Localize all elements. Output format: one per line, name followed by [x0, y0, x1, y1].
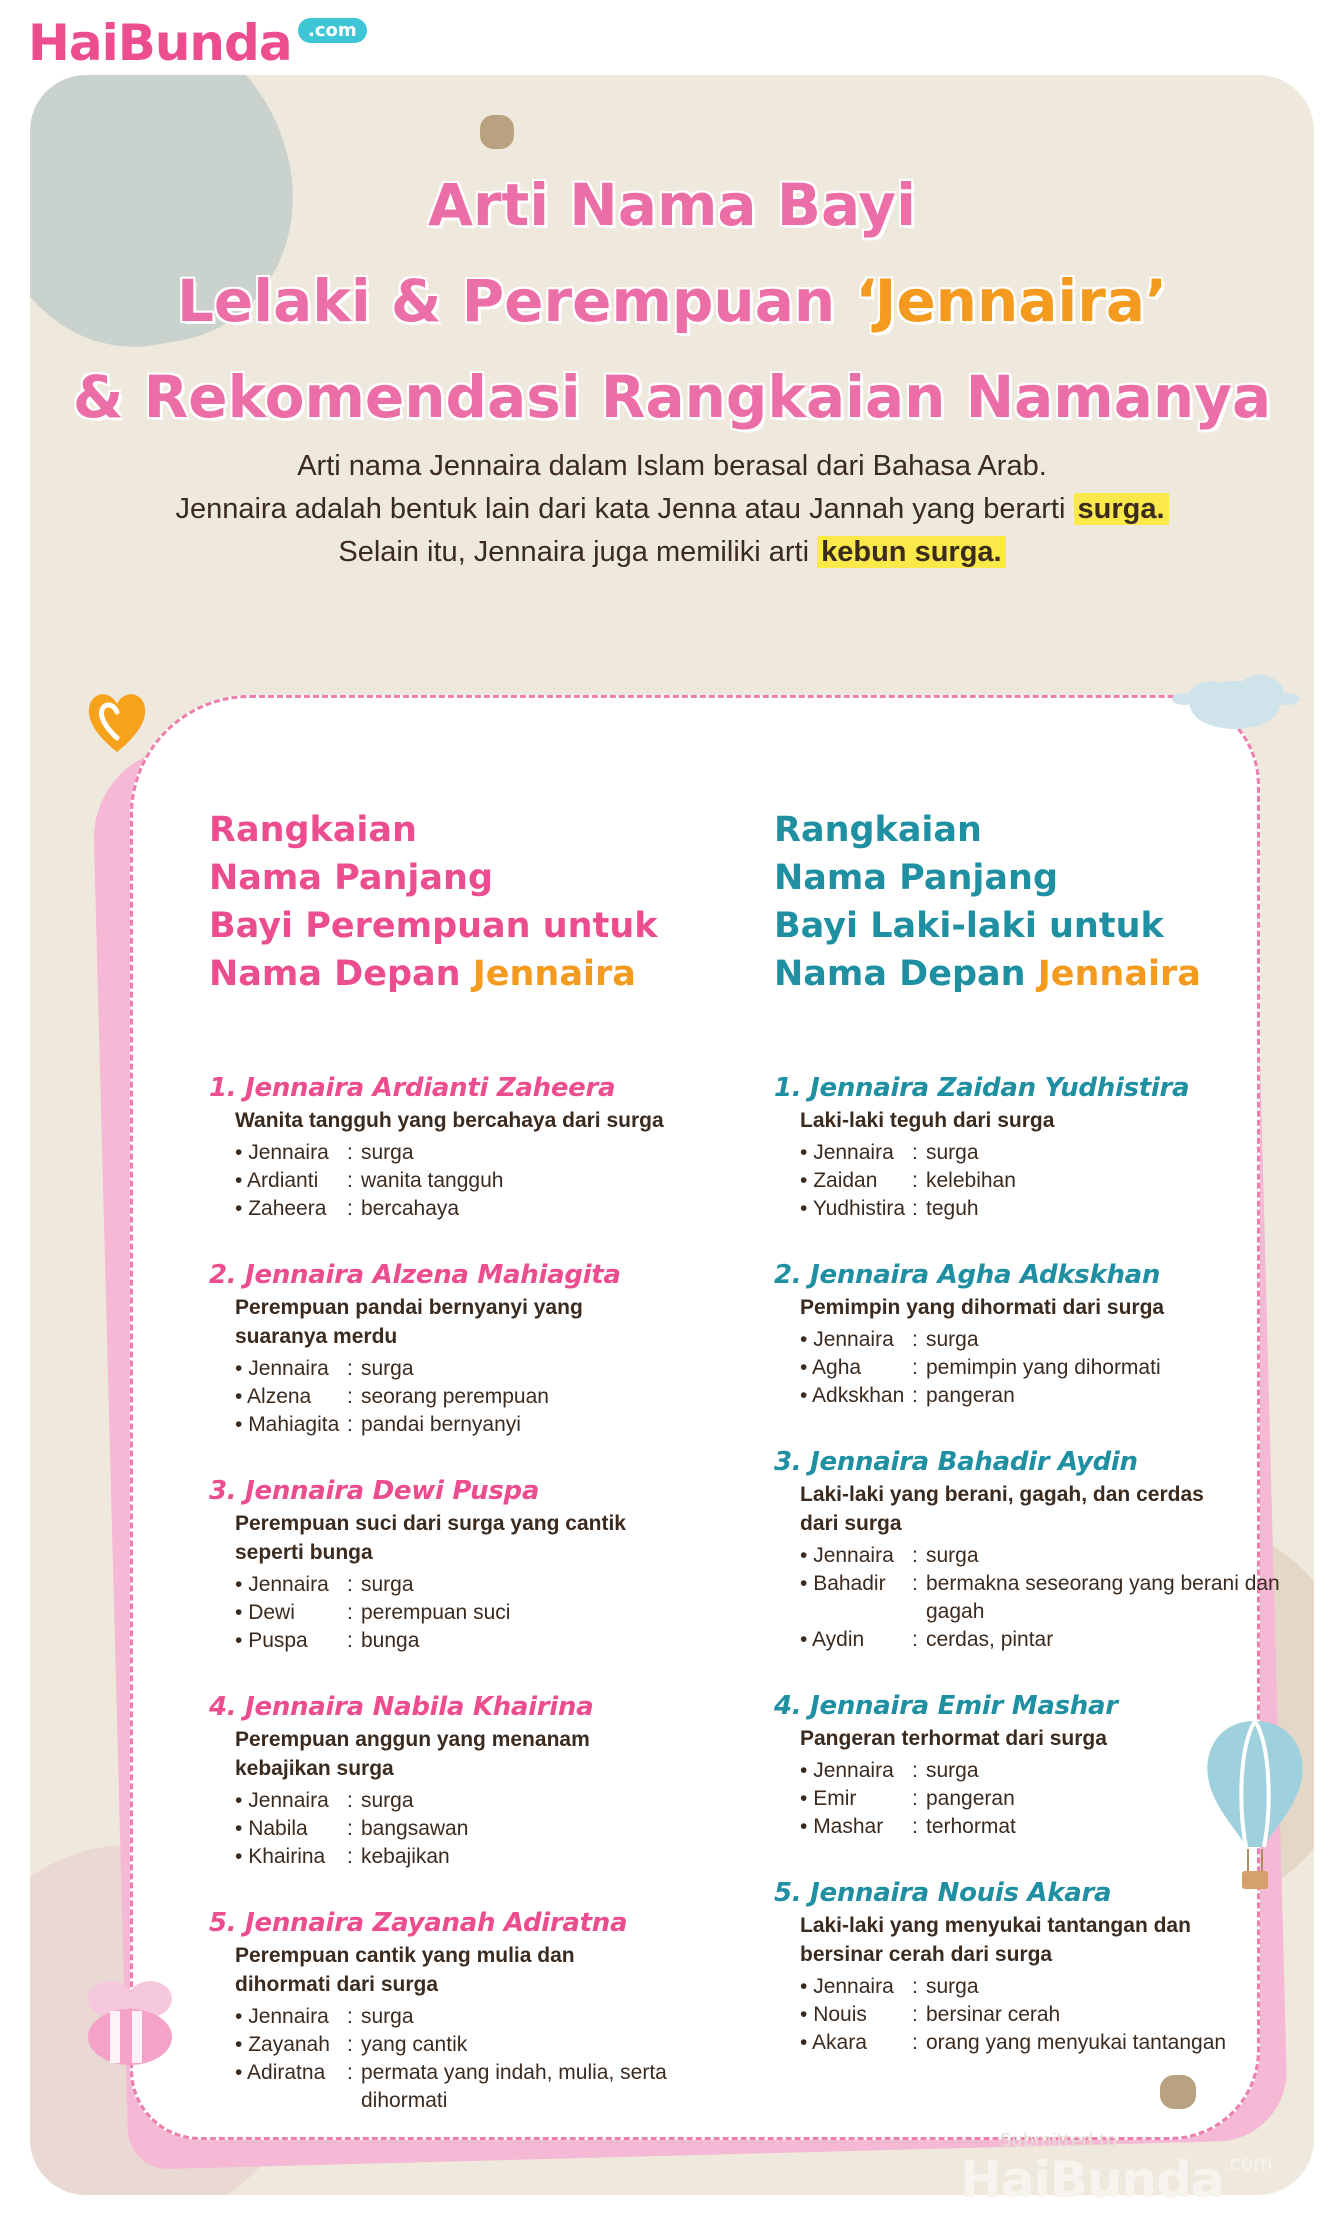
intro-line-3 [30, 531, 1314, 574]
meaning-value: terhormat [926, 1815, 1016, 1838]
meaning-separator: : [912, 1141, 918, 1164]
boy-heading-line-3: Bayi Laki-laki untuk [774, 906, 1164, 946]
meaning-word: • Alzena [235, 1383, 347, 1411]
meaning-word: • Jennaira [235, 1139, 347, 1167]
bg-speck-top [480, 115, 514, 149]
meaning-separator: : [347, 1845, 353, 1868]
meaning-value: surga [361, 2005, 414, 2028]
meaning-word: • Mashar [800, 1813, 912, 1841]
girl-names-heading [209, 806, 729, 998]
meaning-separator: : [912, 1759, 918, 1782]
meaning-row [800, 2029, 1294, 2057]
meaning-value: teguh [926, 1197, 979, 1220]
meaning-separator: : [347, 1197, 353, 1220]
intro-highlight-kebun-surga: kebun surga. [817, 536, 1006, 568]
meaning-row [800, 1139, 1294, 1167]
meaning-value: bercahaya [361, 1197, 460, 1220]
watermark-suffix: .com [1223, 2151, 1273, 2175]
meaning-row [235, 1627, 729, 1655]
submitted-watermark [960, 2130, 1273, 2209]
bee-icon [70, 1975, 190, 2075]
meaning-row [800, 1626, 1294, 1654]
meaning-separator: : [912, 1787, 918, 1810]
meaning-word: • Ardianti [235, 1167, 347, 1195]
name-entry [774, 1444, 1294, 1654]
meaning-value: bermakna seseorang yang berani dan gagah [926, 1572, 1280, 1623]
meaning-word: • Jennaira [800, 1542, 912, 1570]
meaning-separator: : [347, 1789, 353, 1812]
meaning-word: • Mahiagita [235, 1411, 347, 1439]
meaning-row [800, 1973, 1294, 2001]
name-entry-description: Perempuan suci dari surga yang cantik seperti bunga [235, 1512, 626, 1564]
meaning-separator: : [347, 1629, 353, 1652]
meaning-row [235, 1139, 729, 1167]
bg-speck-bottom [1160, 2075, 1196, 2109]
name-meanings-list [774, 1973, 1294, 2057]
meaning-value: bangsawan [361, 1817, 469, 1840]
title-line-2-prefix: Lelaki & Perempuan [176, 267, 856, 335]
meaning-separator: : [347, 1169, 353, 1192]
girl-heading-line-2: Nama Panjang [209, 858, 494, 898]
meaning-row [800, 1542, 1294, 1570]
girl-names-column [209, 806, 729, 2149]
boy-heading-line-4 [774, 950, 1294, 998]
boy-heading-name: Jennaira [1037, 954, 1201, 994]
meaning-value: kelebihan [926, 1169, 1016, 1192]
meaning-separator: : [347, 1385, 353, 1408]
meaning-value: cerdas, pintar [926, 1628, 1054, 1651]
name-entry-title: 4. Jennaira Nabila Khairina [209, 1692, 594, 1722]
watermark-brand: HaiBunda [960, 2151, 1224, 2209]
meaning-word: • Jennaira [235, 1355, 347, 1383]
page-title [30, 157, 1314, 445]
meaning-value: pandai bernyanyi [361, 1413, 521, 1436]
meaning-word: • Jennaira [235, 1571, 347, 1599]
name-meanings-list [774, 1542, 1294, 1654]
meaning-row [800, 2001, 1294, 2029]
meaning-value: pemimpin yang dihormati [926, 1356, 1161, 1379]
intro-text [30, 445, 1314, 574]
name-meanings-list [209, 1787, 729, 1871]
name-entry [209, 1070, 729, 1223]
meaning-value: surga [926, 1759, 979, 1782]
meaning-value: surga [361, 1357, 414, 1380]
meaning-separator: : [347, 2061, 353, 2084]
meaning-value: orang yang menyukai tantangan [926, 2031, 1227, 2054]
meaning-word: • Yudhistira [800, 1195, 912, 1223]
meaning-word: • Jennaira [235, 1787, 347, 1815]
meaning-separator: : [347, 1601, 353, 1624]
boy-heading-line-2: Nama Panjang [774, 858, 1059, 898]
name-entry [774, 1070, 1294, 1223]
name-entry [209, 1905, 729, 2115]
hot-air-balloon-icon [1200, 1715, 1310, 1905]
intro-line-1: Arti nama Jennaira dalam Islam berasal dari Bahasa Arab. [297, 450, 1047, 482]
meaning-word: • Akara [800, 2029, 912, 2057]
meaning-word: • Emir [800, 1785, 912, 1813]
meaning-value: pangeran [926, 1787, 1015, 1810]
name-entry-description: Pangeran terhormat dari surga [800, 1727, 1107, 1750]
logo-suffix: .com [298, 18, 367, 43]
name-entry-title: 1. Jennaira Ardianti Zaheera [209, 1073, 616, 1103]
name-entry-title: 2. Jennaira Alzena Mahiagita [209, 1260, 621, 1290]
boy-heading-line-1: Rangkaian [774, 810, 982, 850]
meaning-separator: : [912, 1356, 918, 1379]
name-entry-description: Perempuan cantik yang mulia dan dihormati dari surga [235, 1944, 575, 1996]
meaning-row [800, 1382, 1294, 1410]
name-meanings-list [209, 1355, 729, 1439]
meaning-word: • Jennaira [800, 1326, 912, 1354]
meaning-value: kebajikan [361, 1845, 450, 1868]
meaning-separator: : [912, 1572, 918, 1595]
meaning-word: • Adkskhan [800, 1382, 912, 1410]
meaning-value: yang cantik [361, 2033, 468, 2056]
meaning-row [800, 1167, 1294, 1195]
meaning-row [235, 1787, 729, 1815]
meaning-word: • Nabila [235, 1815, 347, 1843]
meaning-value: bunga [361, 1629, 420, 1652]
meaning-separator: : [912, 2003, 918, 2026]
name-entry-title: 3. Jennaira Dewi Puspa [209, 1476, 540, 1506]
intro-highlight-surga: surga. [1074, 493, 1169, 525]
meaning-row [235, 2003, 729, 2031]
intro-line-2 [30, 488, 1314, 531]
meaning-word: • Bahadir [800, 1570, 912, 1626]
meaning-value: surga [926, 1975, 979, 1998]
boy-heading-line-4-prefix: Nama Depan [774, 954, 1038, 994]
meaning-separator: : [912, 1815, 918, 1838]
meaning-row [235, 2059, 729, 2115]
name-entry-title: 1. Jennaira Zaidan Yudhistira [774, 1073, 1190, 1103]
name-meanings-list [774, 1326, 1294, 1410]
name-entry [209, 1473, 729, 1655]
name-meanings-list [209, 2003, 729, 2115]
meaning-row [235, 1843, 729, 1871]
boy-names-heading [774, 806, 1294, 998]
name-entry-description: Wanita tangguh yang bercahaya dari surga [235, 1109, 664, 1132]
meaning-separator: : [347, 1817, 353, 1840]
meaning-row [235, 1599, 729, 1627]
meaning-word: • Khairina [235, 1843, 347, 1871]
meaning-separator: : [347, 2033, 353, 2056]
meaning-row [800, 1195, 1294, 1223]
meaning-row [235, 1195, 729, 1223]
title-line-2 [30, 253, 1314, 349]
name-entry-description: Pemimpin yang dihormati dari surga [800, 1296, 1165, 1319]
name-meanings-list [209, 1139, 729, 1223]
meaning-row [235, 2031, 729, 2059]
meaning-word: • Zaheera [235, 1195, 347, 1223]
meaning-value: surga [361, 1573, 414, 1596]
name-entry-title: 3. Jennaira Bahadir Aydin [774, 1447, 1138, 1477]
meaning-value: surga [926, 1328, 979, 1351]
watermark-submitted-text: Submitted to [1000, 2130, 1118, 2151]
meaning-row [235, 1167, 729, 1195]
meaning-separator: : [912, 1975, 918, 1998]
meaning-value: wanita tangguh [361, 1169, 504, 1192]
meaning-separator: : [347, 1573, 353, 1596]
title-line-3: & Rekomendasi Rangkaian Namanya [72, 363, 1272, 431]
meaning-row [235, 1815, 729, 1843]
meaning-row [235, 1571, 729, 1599]
intro-line-3-text: Selain itu, Jennaira juga memiliki arti [338, 536, 818, 568]
meaning-word: • Puspa [235, 1627, 347, 1655]
heart-icon [82, 680, 152, 760]
name-entry-title: 2. Jennaira Agha Adkskhan [774, 1260, 1161, 1290]
meaning-separator: : [347, 1357, 353, 1380]
name-entry-description: Laki-laki yang berani, gagah, dan cerdas dari surga [800, 1483, 1204, 1535]
name-entry-description: Laki-laki yang menyukai tantangan dan bersinar cerah dari surga [800, 1914, 1191, 1966]
meaning-value: permata yang indah, mulia, serta dihormati [361, 2061, 667, 2112]
name-entry [209, 1689, 729, 1871]
meaning-word: • Zaidan [800, 1167, 912, 1195]
meaning-separator: : [347, 1413, 353, 1436]
meaning-value: surga [361, 1789, 414, 1812]
meaning-separator: : [347, 1141, 353, 1164]
cloud-icon [1170, 665, 1300, 735]
meaning-word: • Jennaira [800, 1757, 912, 1785]
name-entry-title: 5. Jennaira Zayanah Adiratna [209, 1908, 628, 1938]
meaning-word: • Jennaira [800, 1139, 912, 1167]
title-highlight-name: ‘Jennaira’ [855, 267, 1168, 335]
meaning-value: surga [926, 1544, 979, 1567]
girl-heading-line-4 [209, 950, 729, 998]
meaning-word: • Jennaira [235, 2003, 347, 2031]
meaning-row [800, 1326, 1294, 1354]
name-meanings-list [209, 1571, 729, 1655]
meaning-separator: : [912, 1169, 918, 1192]
girl-heading-name: Jennaira [472, 954, 636, 994]
meaning-separator: : [912, 1384, 918, 1407]
names-panel [130, 695, 1280, 2140]
meaning-value: perempuan suci [361, 1601, 511, 1624]
meaning-separator: : [912, 1544, 918, 1567]
meaning-row [235, 1383, 729, 1411]
meaning-row [800, 1570, 1294, 1626]
girl-heading-line-1: Rangkaian [209, 810, 417, 850]
meaning-word: • Nouis [800, 2001, 912, 2029]
meaning-separator: : [347, 2005, 353, 2028]
name-entry-description: Perempuan pandai bernyanyi yang suaranya merdu [235, 1296, 583, 1348]
name-entry-title: 4. Jennaira Emir Mashar [774, 1691, 1118, 1721]
meaning-value: surga [926, 1141, 979, 1164]
name-entry-description: Perempuan anggun yang menanam kebajikan surga [235, 1728, 590, 1780]
name-entry [209, 1257, 729, 1439]
meaning-separator: : [912, 2031, 918, 2054]
name-meanings-list [774, 1139, 1294, 1223]
name-entry-title: 5. Jennaira Nouis Akara [774, 1878, 1112, 1908]
meaning-value: seorang perempuan [361, 1385, 549, 1408]
name-entry [774, 1257, 1294, 1410]
meaning-word: • Aydin [800, 1626, 912, 1654]
girl-names-list [209, 1070, 729, 2115]
girl-heading-line-3: Bayi Perempuan untuk [209, 906, 658, 946]
meaning-word: • Dewi [235, 1599, 347, 1627]
meaning-value: pangeran [926, 1384, 1015, 1407]
meaning-separator: : [912, 1328, 918, 1351]
title-line-1: Arti Nama Bayi [428, 171, 916, 239]
boy-names-list [774, 1070, 1294, 2057]
meaning-word: • Jennaira [800, 1973, 912, 2001]
meaning-value: bersinar cerah [926, 2003, 1061, 2026]
meaning-separator: : [912, 1628, 918, 1651]
logo-text: HaiBunda [28, 14, 292, 72]
girl-heading-line-4-prefix: Nama Depan [209, 954, 473, 994]
meaning-row [800, 1354, 1294, 1382]
haibunda-logo [28, 14, 357, 72]
meaning-word: • Adiratna [235, 2059, 347, 2115]
meaning-row [235, 1411, 729, 1439]
meaning-word: • Zayanah [235, 2031, 347, 2059]
meaning-separator: : [912, 1197, 918, 1220]
meaning-word: • Agha [800, 1354, 912, 1382]
meaning-value: surga [361, 1141, 414, 1164]
intro-line-2-text: Jennaira adalah bentuk lain dari kata Jenna atau Jannah yang berarti [175, 493, 1074, 525]
infographic-card [30, 75, 1314, 2195]
meaning-row [235, 1355, 729, 1383]
name-entry-description: Laki-laki teguh dari surga [800, 1109, 1055, 1132]
